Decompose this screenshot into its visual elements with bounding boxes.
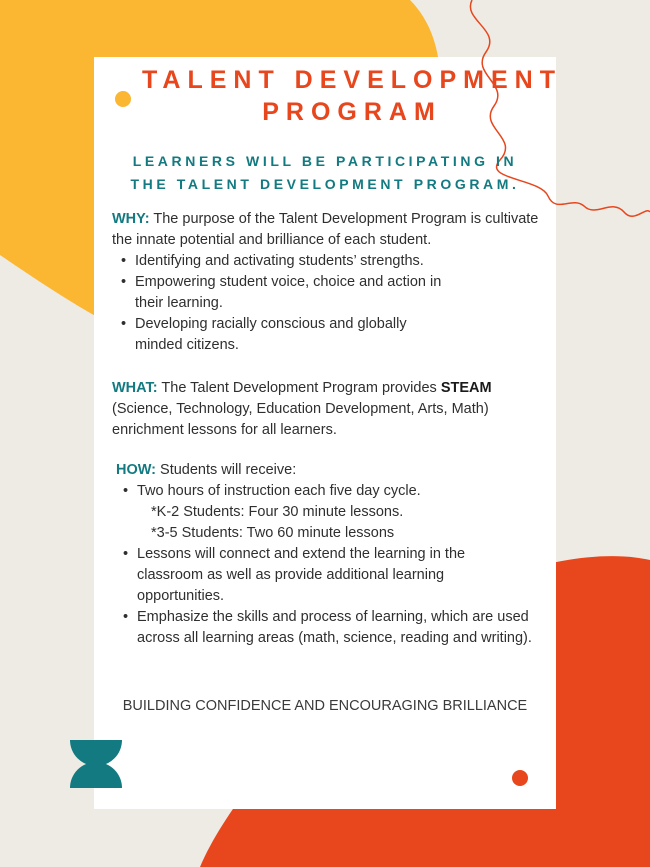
what-text-before: The Talent Development Program provides bbox=[157, 380, 441, 396]
why-bullet-3: • Developing racially conscious and globally minded citizens. bbox=[135, 314, 455, 356]
how-sub-item-1: *K-2 Students: Four 30 minute lessons. bbox=[151, 504, 404, 520]
why-bullet-1: • Identifying and activating students’ strengths. bbox=[135, 251, 455, 272]
page-title bbox=[0, 64, 650, 128]
why-bullet-2: • Empowering student voice, choice and action in their learning. bbox=[135, 272, 455, 314]
what-paragraph bbox=[112, 378, 552, 441]
subtitle-line-2: THE TALENT DEVELOPMENT PROGRAM. bbox=[130, 176, 520, 192]
what-label: WHAT: bbox=[112, 380, 158, 396]
how-sub-item-2: *3-5 Students: Two 60 minute lessons bbox=[151, 525, 395, 541]
how-bullet-3: • Emphasize the skills and process of learning, which are used across all learning areas (math, science, reading and writing). bbox=[137, 607, 532, 649]
title-line-2: PROGRAM bbox=[262, 98, 442, 126]
why-paragraph bbox=[112, 209, 552, 251]
how-label: HOW: bbox=[116, 462, 157, 478]
how-text: Students will receive: bbox=[156, 462, 297, 478]
what-text-after: (Science, Technology, Education Development, Arts, Math) enrichment lessons for all learners. bbox=[112, 401, 489, 438]
how-bullet-1-text: Two hours of instruction each five day cycle. bbox=[137, 483, 421, 499]
why-text: The purpose of the Talent Development Program is cultivate the innate potential and brilliance of each student. bbox=[112, 211, 539, 248]
body-text bbox=[112, 209, 552, 649]
how-paragraph bbox=[112, 460, 552, 481]
subtitle-line-1: LEARNERS WILL BE PARTICIPATING IN bbox=[132, 153, 518, 169]
what-emphasis: STEAM bbox=[440, 380, 492, 396]
how-list bbox=[112, 481, 532, 649]
teal-bottom-half-circle bbox=[70, 762, 122, 788]
title-line-1: TALENT DEVELOPMENT bbox=[142, 66, 562, 94]
orange-dot bbox=[512, 770, 528, 786]
tagline: BUILDING CONFIDENCE AND ENCOURAGING BRILLIANCE bbox=[122, 698, 528, 714]
how-bullet-2: • Lessons will connect and extend the learning in the classroom as well as provide additional learning opportunities. bbox=[137, 544, 532, 607]
why-list bbox=[112, 251, 455, 356]
how-bullet-1 bbox=[137, 481, 532, 544]
why-label: WHY: bbox=[112, 211, 150, 227]
subtitle bbox=[94, 150, 556, 196]
